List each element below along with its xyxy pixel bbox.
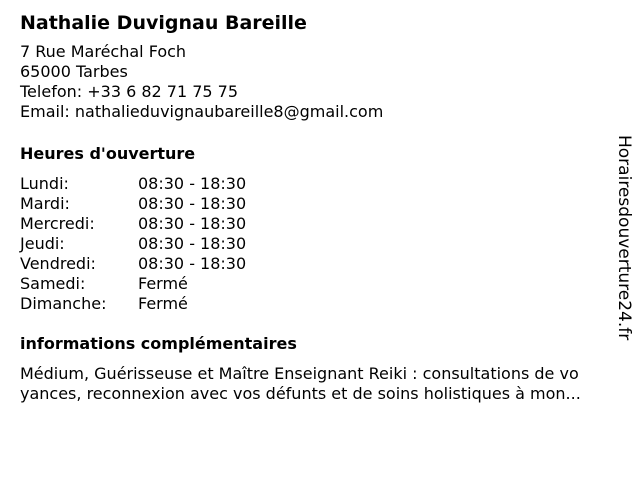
hours-row-monday xyxy=(20,174,246,194)
phone-number[interactable]: Telefon: +33 6 82 71 75 75 xyxy=(20,82,239,101)
day-label: Lundi: xyxy=(20,174,69,193)
day-label: Mercredi: xyxy=(20,214,95,233)
day-hours: 08:30 - 18:30 xyxy=(138,174,247,193)
hours-row-saturday xyxy=(20,274,246,294)
business-name: Nathalie Duvignau Bareille xyxy=(20,12,307,34)
day-hours: 08:30 - 18:30 xyxy=(138,254,247,273)
day-label: Mardi: xyxy=(20,194,70,213)
day-label: Samedi: xyxy=(20,274,86,293)
additional-info-heading: informations complémentaires xyxy=(20,334,297,353)
business-card xyxy=(20,10,615,403)
business-description xyxy=(20,364,630,404)
city-postcode: 65000 Tarbes xyxy=(20,62,128,81)
description-line-1: Médium, Guérisseuse et Maître Enseignant Reiki : consultations de vo xyxy=(20,364,579,383)
day-hours: 08:30 - 18:30 xyxy=(138,214,247,233)
email-address[interactable]: Email: nathalieduvignaubareille8@gmail.com xyxy=(20,102,384,121)
day-hours: Fermé xyxy=(138,274,188,293)
address-block xyxy=(20,42,615,122)
hours-row-sunday xyxy=(20,294,246,314)
hours-row-friday xyxy=(20,254,246,274)
opening-hours-list xyxy=(20,174,246,314)
day-hours: 08:30 - 18:30 xyxy=(138,194,247,213)
day-hours: 08:30 - 18:30 xyxy=(138,234,247,253)
day-label: Dimanche: xyxy=(20,294,107,313)
description-line-2: yances, reconnexion avec vos défunts et de soins holistiques à mon... xyxy=(20,384,581,403)
day-hours: Fermé xyxy=(138,294,188,313)
street-address: 7 Rue Maréchal Foch xyxy=(20,42,187,61)
hours-row-wednesday xyxy=(20,214,246,234)
hours-row-tuesday xyxy=(20,194,246,214)
day-label: Jeudi: xyxy=(20,234,65,253)
opening-hours-heading: Heures d'ouverture xyxy=(20,144,196,163)
site-watermark: Horairesdouverture24.fr xyxy=(614,135,634,341)
day-label: Vendredi: xyxy=(20,254,96,273)
hours-row-thursday xyxy=(20,234,246,254)
